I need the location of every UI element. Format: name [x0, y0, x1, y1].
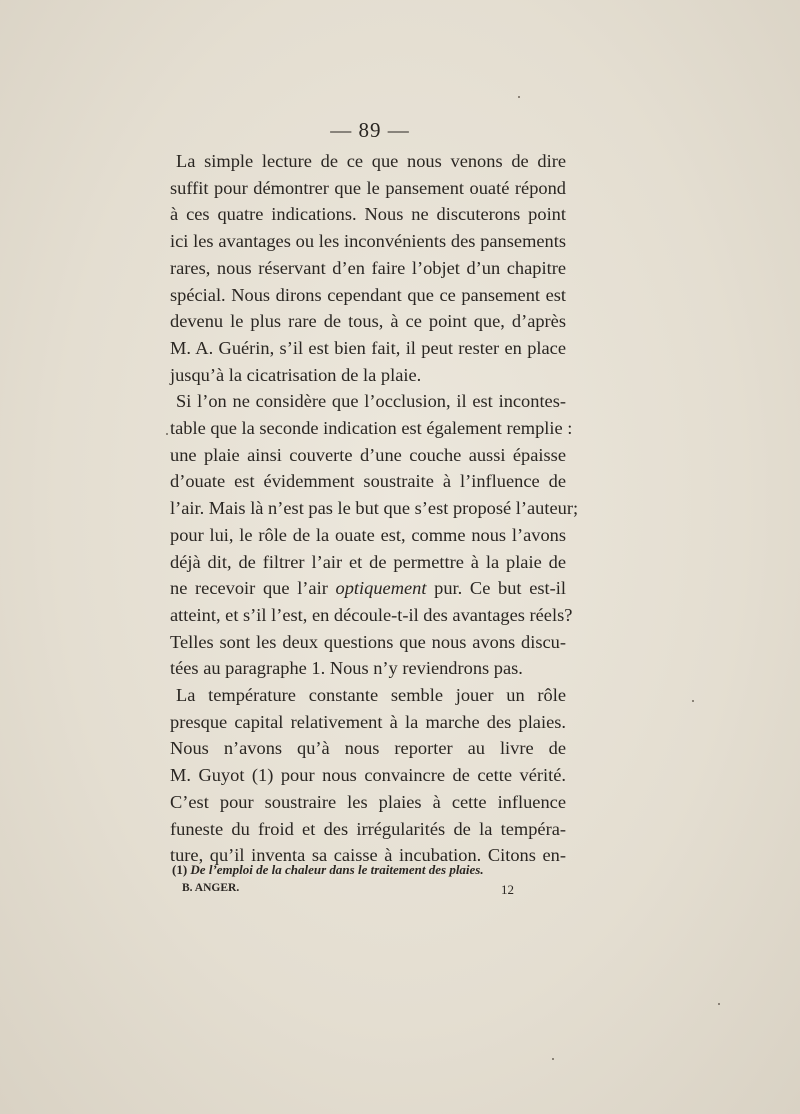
body-text [170, 148, 579, 869]
text-line: M. A. Guérin, s’il est bien fait, il peut rester en place [170, 337, 566, 358]
text-fragment: pur. Ce but est-il [434, 578, 566, 599]
text-line: table que la seconde indication est également remplie : [170, 418, 573, 439]
text-line: presque capital relativement à la marche des plaies. [170, 711, 566, 732]
text-line: à ces quatre indications. Nous ne discuterons point [170, 204, 566, 225]
text-line: suffit pour démontrer que le pansement ouaté répond [170, 177, 566, 198]
signature-mark: B. ANGER. [182, 882, 240, 894]
text-line: Si l’on ne considère que l’occlusion, il est incontes- [176, 391, 566, 412]
page-number: — 89 — [330, 118, 410, 142]
text-line: La température constante semble jouer un rôle [176, 685, 566, 706]
paper-speck [552, 1058, 554, 1060]
paper-speck [692, 700, 694, 702]
italic-word: optiquement [335, 578, 427, 599]
text-line: tées au paragraphe 1. Nous n’y reviendrons pas. [170, 658, 523, 679]
footnote-marker: (1) [172, 862, 188, 877]
footnote [172, 862, 572, 878]
paragraph-1 [170, 148, 566, 388]
text-line: ture, qu’il inventa sa caisse à incubation. Citons en- [170, 845, 566, 866]
text-line: spécial. Nous dirons cependant que ce pansement est [170, 284, 566, 305]
paper-speck [166, 433, 168, 435]
text-line: M. Guyot (1) pour nous convaincre de cette vérité. [170, 765, 566, 786]
text-line: atteint, et s’il l’est, en découle-t-il des avantages réels? [170, 604, 573, 625]
text-line: La simple lecture de ce que nous venons de dire [176, 151, 566, 171]
text-line: une plaie ainsi couverte d’une couche aussi épaisse [170, 444, 566, 465]
text-line: rares, nous réservant d’en faire l’objet d’un chapitre [170, 257, 566, 278]
paper-speck [518, 96, 520, 98]
signature-number: 12 [501, 882, 514, 897]
text-fragment: ne recevoir que l’air [170, 578, 328, 599]
text-line: ici les avantages ou les inconvénients des pansements [170, 231, 566, 252]
text-line: devenu le plus rare de tous, à ce point que, d’après [170, 311, 566, 332]
text-line: l’air. Mais là n’est pas le but que s’est proposé l’auteur; [170, 498, 579, 519]
text-line-with-italic [170, 575, 566, 602]
paragraph-3 [170, 682, 566, 869]
text-line: C’est pour soustraire les plaies à cette influence [170, 791, 566, 812]
signature-line [182, 882, 514, 898]
text-line: déjà dit, de filtrer l’air et de permettre à la plaie de [170, 551, 566, 572]
text-line: jusqu’à la cicatrisation de la plaie. [170, 364, 422, 385]
paragraph-2 [170, 388, 579, 682]
text-line: pour lui, le rôle de la ouate est, comme nous l’avons [170, 524, 566, 545]
text-line: Telles sont les deux questions que nous avons discu- [170, 631, 566, 652]
footnote-text: De l’emploi de la chaleur dans le traitement des plaies. [190, 862, 484, 877]
paper-speck [718, 1003, 720, 1005]
text-line: d’ouate est évidemment soustraite à l’influence de [170, 471, 566, 492]
text-line: funeste du froid et des irrégularités de la tempéra- [170, 818, 566, 839]
text-line: Nous n’avons qu’à nous reporter au livre de [170, 738, 566, 759]
